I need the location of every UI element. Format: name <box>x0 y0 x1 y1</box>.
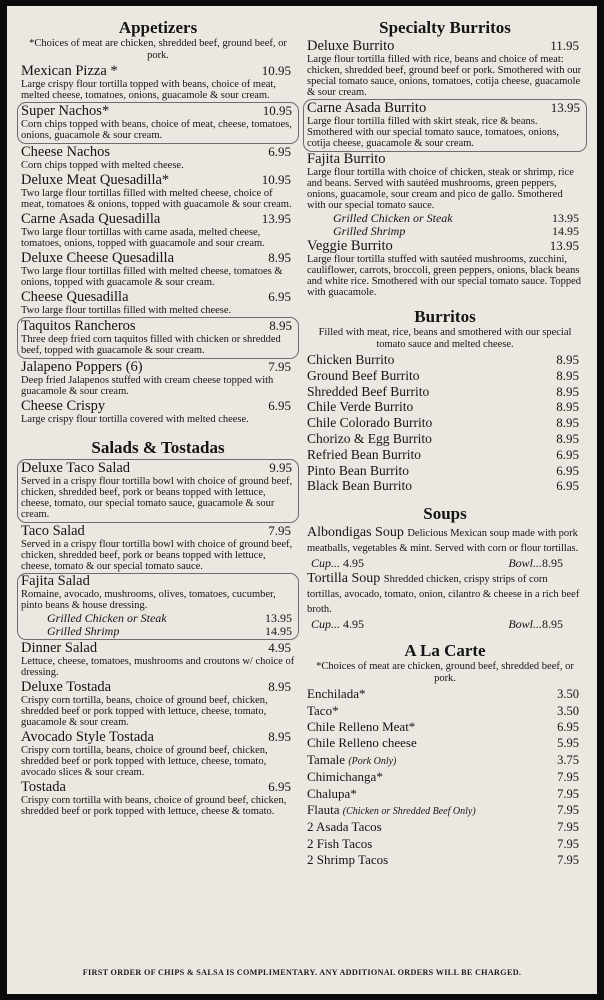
burrito-price: 8.95 <box>556 399 579 415</box>
menu-item-description: Large flour tortilla filled with rice, beans and choice of meat: chicken, shredded beef, ground beef or pork. Smothered with our special tomato sauce, onions, tomatoes, cotija cheese, guacamole & sour cream. <box>307 54 582 98</box>
salads-list <box>21 459 295 817</box>
menu-item-price: 4.95 <box>268 640 291 655</box>
a-la-carte-label <box>307 719 415 734</box>
a-la-carte-name: 2 Shrimp Tacos <box>307 852 389 868</box>
menu-item <box>21 679 295 728</box>
menu-item-price: 13.95 <box>261 211 291 226</box>
burritos-section <box>307 307 583 494</box>
a-la-carte-row <box>307 852 583 868</box>
option-price: 13.95 <box>552 211 579 225</box>
salads-section <box>21 438 295 817</box>
menu-item-name: Cheese Quesadilla <box>21 289 129 305</box>
menu-item-name: Deluxe Taco Salad <box>21 460 131 476</box>
a-la-carte-price: 7.95 <box>557 803 579 818</box>
menu-item-name: Deluxe Burrito <box>307 38 395 54</box>
appetizers-list <box>21 63 295 425</box>
menu-item-price: 9.95 <box>269 460 292 475</box>
burritos-note: Filled with meat, rice, beans and smothered with our special tomato sauce and melted cheese. <box>318 327 572 350</box>
a-la-carte-price: 7.95 <box>557 770 579 785</box>
appetizers-title: Appetizers <box>118 18 198 37</box>
a-la-carte-label <box>307 786 357 801</box>
a-la-carte-row <box>307 802 583 819</box>
menu-item-header <box>21 460 296 476</box>
menu-item <box>303 99 587 152</box>
menu-item <box>21 398 295 425</box>
menu-item-description: Served in a crispy flour tortilla bowl with choice of ground beef, chicken, shredded beef, pork or beans topped with lettuce, cheese, tomato & our special tomato sauce. <box>21 539 293 572</box>
menu-item-header <box>21 640 295 656</box>
a-la-carte-name: Chimichanga* <box>307 769 383 785</box>
a-la-carte-note-text: (Chicken or Shredded Beef Only) <box>342 806 476 818</box>
option-label: Grilled Chicken or Steak <box>47 611 167 625</box>
menu-item <box>21 172 295 210</box>
burrito-name: Pinto Bean Burrito <box>307 462 409 478</box>
a-la-carte-name: Flauta <box>307 802 340 818</box>
menu-item-description: Two large flour tortillas with carne asada, melted cheese, tomatoes, onions, topped with guacamole and sour cream. <box>21 227 265 249</box>
a-la-carte-note: *Choices of meat are chicken, ground beef, shredded beef, or pork. <box>316 661 574 684</box>
a-la-carte-name: Chile Relleno cheese <box>307 735 417 751</box>
menu-item-description: Large flour tortilla with choice of chicken, steak or shrimp, rice and beans. Served with sautéed mushrooms, green peppers, onions, guacamole, sour cream and pico de gallo. Smothered with our special tomato sauce. <box>307 167 574 211</box>
menu-item-description: Corn chips topped with melted cheese. <box>21 160 184 171</box>
menu-item-description: Crispy corn tortilla, beans, choice of ground beef, chicken, shredded beef or pork topped with lettuce, cheese, tomato, guacamole & sour cream. <box>21 695 268 728</box>
a-la-carte-name: Taco* <box>307 702 339 718</box>
a-la-carte-row <box>307 786 583 802</box>
menu-item-description: Crispy corn tortilla with beans, choice of ground beef, chicken, shredded beef or pork topped with lettuce, cheese & tomato. <box>21 795 287 817</box>
a-la-carte-label <box>307 752 396 769</box>
soup-item <box>307 572 583 631</box>
menu-item <box>17 102 299 144</box>
menu-item <box>21 640 295 678</box>
menu-item-price: 6.95 <box>268 144 291 159</box>
salads-title: Salads & Tostadas <box>91 438 225 457</box>
menu-item-price: 10.95 <box>261 172 291 187</box>
menu-item-header <box>21 144 295 160</box>
menu-item-header <box>21 103 296 119</box>
menu-item-header <box>307 152 583 167</box>
menu-item-price: 13.95 <box>549 238 579 253</box>
a-la-carte-price: 5.95 <box>557 736 579 751</box>
burrito-price: 6.95 <box>556 462 579 478</box>
bowl-label: Bowl... <box>508 617 542 632</box>
menu-item-header <box>21 779 295 795</box>
menu-item-header <box>21 679 295 695</box>
menu-item-header <box>307 38 583 54</box>
soup-item <box>307 526 583 570</box>
menu-item-price: 8.95 <box>268 679 291 694</box>
menu-item-price: 10.95 <box>261 63 291 78</box>
burrito-price: 8.95 <box>556 367 579 383</box>
menu-item-description: Large flour tortilla filled with skirt steak, rice & beans. Smothered with our special tomato sauce, tomatoes, onions, cotija cheese, guacamole & sour cream. <box>307 116 559 149</box>
a-la-carte-list <box>307 686 583 868</box>
a-la-carte-row <box>307 769 583 785</box>
a-la-carte-section <box>307 641 583 868</box>
menu-item-header <box>21 172 295 188</box>
menu-item-header <box>21 398 295 414</box>
soup-size-prices <box>307 556 583 570</box>
a-la-carte-name: Chalupa* <box>307 785 357 801</box>
burrito-price: 8.95 <box>556 415 579 431</box>
a-la-carte-price: 7.95 <box>557 820 579 835</box>
menu-item-name: Tostada <box>21 779 66 795</box>
burrito-row <box>307 368 583 384</box>
menu-item-name: Dinner Salad <box>21 640 98 656</box>
cup-price-group <box>311 556 364 570</box>
menu-item-name: Deluxe Tostada <box>21 679 112 695</box>
burrito-row <box>307 447 583 463</box>
menu-item <box>21 211 295 249</box>
menu-item-price: 8.95 <box>268 250 291 265</box>
burrito-price: 8.95 <box>556 352 579 367</box>
menu-item-option <box>307 225 583 238</box>
a-la-carte-label <box>307 802 476 819</box>
menu-item-description: Two large flour tortillas filled with melted cheese, choice of meat, tomatoes & onions, topped with guacamole & sour cream. <box>21 188 292 210</box>
burrito-name: Ground Beef Burrito <box>307 367 420 383</box>
menu-item-description: Large crispy flour tortilla covered with melted cheese. <box>21 414 249 425</box>
menu-item-header <box>21 523 295 539</box>
cup-price: 4.95 <box>343 556 365 571</box>
a-la-carte-name: 2 Asada Tacos <box>307 819 382 835</box>
right-column <box>307 18 583 869</box>
burrito-price: 6.95 <box>556 478 579 494</box>
soup-description: Shredded chicken, crispy strips of corn tortillas, avocado, tomato, onion, cilantro & cheese in a rich beef broth. <box>307 574 580 616</box>
menu-item-price: 10.95 <box>262 103 292 118</box>
menu-item-price: 8.95 <box>268 729 291 744</box>
menu-item-name: Cheese Nachos <box>21 144 110 160</box>
menu-item-price: 7.95 <box>268 523 291 538</box>
burrito-price: 8.95 <box>556 430 579 446</box>
menu-item-description: Lettuce, cheese, tomatoes, mushrooms and croutons w/ choice of dressing. <box>21 656 295 678</box>
menu-item-name: Jalapeno Poppers (6) <box>21 359 143 375</box>
menu-item-name: Taco Salad <box>21 523 85 539</box>
menu-item-name: Deluxe Cheese Quesadilla <box>21 250 175 266</box>
menu-item-header <box>21 63 295 79</box>
menu-item-description: Served in a crispy flour tortilla bowl with choice of ground beef, chicken, shredded beef, pork or beans topped with lettuce, cheese, tomato, our special tomato sauce, guacamole & sour cream. <box>21 476 293 520</box>
menu-item <box>17 459 299 523</box>
menu-item <box>307 38 583 98</box>
burrito-row <box>307 399 583 415</box>
menu-item-header <box>21 318 296 334</box>
burrito-price: 6.95 <box>556 446 579 462</box>
menu-item-description: Three deep fried corn taquitos filled with chicken or shredded beef, topped with guacamole & sour cream. <box>21 334 281 356</box>
a-la-carte-label <box>307 686 365 701</box>
menu-item <box>21 289 295 316</box>
a-la-carte-row <box>307 735 583 751</box>
a-la-carte-price: 6.95 <box>557 719 579 734</box>
option-price: 14.95 <box>265 624 292 638</box>
menu-item-price: 6.95 <box>268 779 291 794</box>
specialty-burritos-title: Specialty Burritos <box>379 18 511 37</box>
menu-item <box>21 779 295 817</box>
a-la-carte-note-text: (Pork Only) <box>348 755 397 767</box>
burrito-row <box>307 478 583 494</box>
a-la-carte-price: 3.50 <box>557 687 579 702</box>
a-la-carte-label <box>307 836 372 851</box>
menu-item <box>21 523 295 572</box>
bowl-label: Bowl... <box>508 556 542 571</box>
soups-title: Soups <box>423 504 467 524</box>
menu-item-description: Two large flour tortillas filled with melted cheese. <box>21 305 232 316</box>
a-la-carte-price: 7.95 <box>557 786 579 801</box>
menu-item-header <box>21 359 295 375</box>
menu-item <box>17 317 299 359</box>
menu-item-header <box>21 289 295 305</box>
burrito-row <box>307 352 583 368</box>
menu-item <box>21 250 295 288</box>
burrito-row <box>307 463 583 479</box>
soup-text <box>307 526 583 556</box>
menu-item-name: Mexican Pizza * <box>21 63 118 79</box>
cup-price-group <box>311 617 364 631</box>
a-la-carte-row <box>307 819 583 835</box>
option-label: Grilled Chicken or Steak <box>333 211 453 225</box>
menu-item-price: 6.95 <box>268 398 291 413</box>
menu-item-name: Carne Asada Burrito <box>307 100 427 116</box>
menu-item <box>307 238 583 298</box>
burrito-price: 8.95 <box>556 383 579 399</box>
burrito-name: Chorizo & Egg Burrito <box>307 430 432 446</box>
a-la-carte-label <box>307 769 383 784</box>
burrito-name: Refried Bean Burrito <box>307 446 421 462</box>
bowl-price: 8.95 <box>542 556 563 571</box>
cup-label: Cup... <box>311 617 341 632</box>
a-la-carte-name: 2 Fish Tacos <box>307 835 373 851</box>
menu-item <box>307 152 583 238</box>
menu-item-description: Crispy corn tortilla, beans, choice of ground beef, chicken, shredded beef or pork topped with lettuce, cheese, tomato, avocado slices & sour cream. <box>21 745 268 778</box>
appetizers-note: *Choices of meat are chicken, shredded beef, ground beef, or pork. <box>29 38 287 61</box>
menu-item-name: Super Nachos* <box>21 103 110 119</box>
menu-item-name: Avocado Style Tostada <box>21 729 154 745</box>
burrito-name: Chile Verde Burrito <box>307 399 414 415</box>
menu-item-price: 13.95 <box>550 100 580 115</box>
option-label: Grilled Shrimp <box>333 224 406 238</box>
burrito-row <box>307 384 583 400</box>
option-price: 13.95 <box>265 611 292 625</box>
soup-size-prices <box>307 617 583 631</box>
bowl-price-group <box>508 617 563 631</box>
cup-price: 4.95 <box>343 617 365 632</box>
specialty-burritos-section <box>307 18 583 298</box>
burrito-name: Shredded Beef Burrito <box>307 383 430 399</box>
soups-list <box>307 526 583 631</box>
burrito-row <box>307 415 583 431</box>
menu-item-header <box>307 100 584 116</box>
a-la-carte-price: 3.75 <box>557 752 579 767</box>
a-la-carte-label <box>307 852 388 867</box>
menu-item-price: 11.95 <box>550 38 579 53</box>
menu-item-price: 8.95 <box>269 318 292 333</box>
menu-item-name: Carne Asada Quesadilla <box>21 211 161 227</box>
a-la-carte-price: 3.50 <box>557 703 579 718</box>
soups-section <box>307 504 583 631</box>
soup-name: Tortilla Soup <box>307 571 381 587</box>
menu-item-name: Cheese Crispy <box>21 398 106 414</box>
option-label: Grilled Shrimp <box>47 624 120 638</box>
a-la-carte-price: 7.95 <box>557 853 579 868</box>
menu-item-price: 6.95 <box>268 289 291 304</box>
menu-item <box>21 63 295 101</box>
a-la-carte-label <box>307 735 417 750</box>
soup-description: Delicious Mexican soup made with pork meatballs, vegetables & mint. Served with corn or flour tortillas. <box>307 528 579 555</box>
a-la-carte-row <box>307 686 583 702</box>
menu-item-header <box>21 250 295 266</box>
a-la-carte-price: 7.95 <box>557 836 579 851</box>
option-price: 14.95 <box>552 224 579 238</box>
menu-item <box>21 359 295 397</box>
appetizers-section <box>21 18 295 425</box>
menu-item-name: Fajita Burrito <box>307 151 386 167</box>
menu-item <box>17 573 299 640</box>
menu-item <box>21 729 295 778</box>
menu-item-description: Large flour tortilla stuffed with sautéed mushrooms, zucchini, cauliflower, carrots, broccoli, green peppers, onions, black beans and white rice. Smothered with our special tomato sauce. Topped with guacamole. <box>307 254 582 298</box>
a-la-carte-row <box>307 836 583 852</box>
burritos-title: Burritos <box>414 307 476 326</box>
menu-item-description: Large crispy flour tortilla topped with beans, choice of meat, melted cheese, tomatoes, onions, guacamole & sour cream. <box>21 79 276 101</box>
menu-item-name: Taquitos Rancheros <box>21 318 136 334</box>
burrito-name: Chile Colorado Burrito <box>307 415 433 431</box>
specialty-burritos-list <box>307 38 583 298</box>
menu-item-description: Two large flour tortillas filled with melted cheese, tomatoes & onions, topped with guacamole & sour cream. <box>21 266 283 288</box>
burrito-name: Chicken Burrito <box>307 352 395 367</box>
burritos-list <box>307 352 583 494</box>
menu-item-description: Deep fried Jalapenos stuffed with cream cheese topped with guacamole & sour cream. <box>21 375 274 397</box>
burrito-name: Black Bean Burrito <box>307 478 412 494</box>
chips-salsa-footer: FIRST ORDER OF CHIPS & SALSA IS COMPLIMENTARY. ANY ADDITIONAL ORDERS WILL BE CHARGED. <box>82 968 522 977</box>
menu-item-description: Romaine, avocado, mushrooms, olives, tomatoes, cucumber, pinto beans & house dressing. <box>21 589 276 611</box>
soup-name: Albondigas Soup <box>307 525 404 541</box>
a-la-carte-title: A La Carte <box>404 641 486 661</box>
left-column <box>21 18 295 818</box>
a-la-carte-label <box>307 703 339 718</box>
menu-item-header <box>21 211 295 227</box>
menu-item-name: Fajita Salad <box>21 573 90 589</box>
a-la-carte-name: Chile Relleno Meat* <box>307 718 416 734</box>
menu-item <box>21 144 295 171</box>
menu-item-header <box>21 729 295 745</box>
a-la-carte-label <box>307 819 382 834</box>
menu-item-name: Veggie Burrito <box>307 238 393 254</box>
a-la-carte-name: Enchilada* <box>307 686 366 702</box>
menu-item-description: Corn chips topped with beans, choice of meat, cheese, tomatoes, onions, guacamole & sour cream. <box>21 119 292 141</box>
menu-item-price: 7.95 <box>268 359 291 374</box>
a-la-carte-row <box>307 703 583 719</box>
a-la-carte-row <box>307 752 583 769</box>
a-la-carte-name: Tamale <box>307 751 346 767</box>
bowl-price-group <box>508 556 563 570</box>
soup-text <box>307 572 583 617</box>
menu-item-header <box>307 238 583 254</box>
burrito-row <box>307 431 583 447</box>
menu-item-header <box>21 574 296 589</box>
menu-page <box>7 6 597 994</box>
cup-label: Cup... <box>311 556 341 571</box>
menu-item-option <box>21 625 296 638</box>
menu-item-name: Deluxe Meat Quesadilla* <box>21 172 170 188</box>
bowl-price: 8.95 <box>542 617 563 632</box>
a-la-carte-row <box>307 719 583 735</box>
